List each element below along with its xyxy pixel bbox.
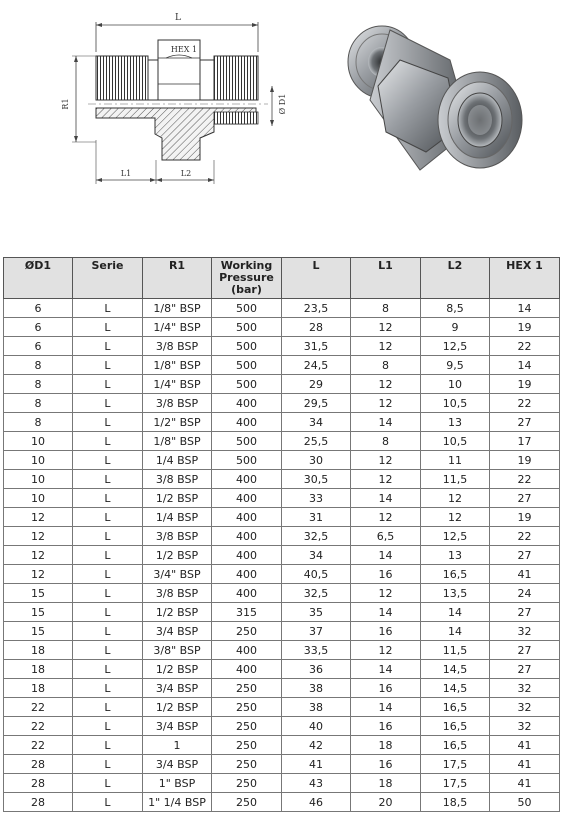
drawing-label-l: L <box>175 13 181 23</box>
cell-hex1: 27 <box>490 489 560 508</box>
cell-l: 24,5 <box>282 356 351 375</box>
cell-l2: 16,5 <box>421 717 490 736</box>
cell-l: 31 <box>282 508 351 527</box>
cell-l1: 14 <box>351 698 421 717</box>
cell-hex1: 27 <box>490 660 560 679</box>
cell-r1: 1/8" BSP <box>143 356 212 375</box>
table-row <box>4 318 560 337</box>
cell-l2: 12,5 <box>421 527 490 546</box>
cell-d1: 15 <box>4 622 73 641</box>
cell-r1: 3/4 BSP <box>143 622 212 641</box>
cell-l1: 14 <box>351 413 421 432</box>
cell-l: 38 <box>282 679 351 698</box>
dimensions-table <box>3 257 560 812</box>
cell-hex1: 14 <box>490 299 560 318</box>
table-row <box>4 337 560 356</box>
cell-hex1: 41 <box>490 736 560 755</box>
cell-l2: 18,5 <box>421 793 490 812</box>
cell-working-pressure: 250 <box>212 736 282 755</box>
cell-serie: L <box>73 660 143 679</box>
cell-l1: 16 <box>351 622 421 641</box>
header-r1: R1 <box>143 258 212 299</box>
cell-l: 32,5 <box>282 527 351 546</box>
cell-r1: 1/4" BSP <box>143 318 212 337</box>
cell-hex1: 19 <box>490 451 560 470</box>
cell-l: 36 <box>282 660 351 679</box>
cell-d1: 6 <box>4 337 73 356</box>
cell-serie: L <box>73 375 143 394</box>
cell-l1: 12 <box>351 375 421 394</box>
cell-d1: 22 <box>4 736 73 755</box>
technical-drawing <box>0 0 300 200</box>
cell-l1: 14 <box>351 660 421 679</box>
cell-serie: L <box>73 793 143 812</box>
cell-l2: 10,5 <box>421 432 490 451</box>
cell-hex1: 41 <box>490 565 560 584</box>
cell-working-pressure: 250 <box>212 755 282 774</box>
cell-l1: 6,5 <box>351 527 421 546</box>
cell-l: 40,5 <box>282 565 351 584</box>
cell-working-pressure: 500 <box>212 451 282 470</box>
cell-l: 33 <box>282 489 351 508</box>
cell-l1: 12 <box>351 451 421 470</box>
cell-l: 29,5 <box>282 394 351 413</box>
cell-l2: 17,5 <box>421 774 490 793</box>
cell-working-pressure: 250 <box>212 774 282 793</box>
cell-d1: 22 <box>4 717 73 736</box>
cell-d1: 12 <box>4 527 73 546</box>
cell-working-pressure: 500 <box>212 318 282 337</box>
product-figure <box>0 0 563 200</box>
cell-r1: 1/8" BSP <box>143 299 212 318</box>
cell-d1: 22 <box>4 698 73 717</box>
cell-d1: 10 <box>4 432 73 451</box>
cell-l1: 12 <box>351 394 421 413</box>
cell-l1: 18 <box>351 736 421 755</box>
cell-hex1: 32 <box>490 717 560 736</box>
cell-r1: 3/8 BSP <box>143 527 212 546</box>
cell-l1: 8 <box>351 299 421 318</box>
cell-l: 37 <box>282 622 351 641</box>
cell-working-pressure: 500 <box>212 375 282 394</box>
cell-working-pressure: 400 <box>212 413 282 432</box>
cell-hex1: 22 <box>490 394 560 413</box>
table-row <box>4 527 560 546</box>
cell-l1: 12 <box>351 470 421 489</box>
cell-r1: 1" 1/4 BSP <box>143 793 212 812</box>
cell-d1: 15 <box>4 584 73 603</box>
cell-l1: 12 <box>351 508 421 527</box>
table-row <box>4 755 560 774</box>
cell-l: 38 <box>282 698 351 717</box>
cell-serie: L <box>73 356 143 375</box>
cell-l2: 16,5 <box>421 565 490 584</box>
cell-l2: 16,5 <box>421 698 490 717</box>
cell-d1: 18 <box>4 679 73 698</box>
cell-r1: 3/8 BSP <box>143 470 212 489</box>
cell-hex1: 41 <box>490 774 560 793</box>
drawing-label-d1: Ø D1 <box>278 93 287 115</box>
cell-r1: 1/4 BSP <box>143 508 212 527</box>
table-row <box>4 413 560 432</box>
cell-serie: L <box>73 413 143 432</box>
cell-serie: L <box>73 698 143 717</box>
table-row <box>4 546 560 565</box>
cell-working-pressure: 500 <box>212 432 282 451</box>
cell-d1: 8 <box>4 375 73 394</box>
cell-l: 40 <box>282 717 351 736</box>
cell-l1: 12 <box>351 584 421 603</box>
cell-d1: 18 <box>4 660 73 679</box>
cell-hex1: 22 <box>490 337 560 356</box>
cell-r1: 1/2 BSP <box>143 698 212 717</box>
cell-serie: L <box>73 470 143 489</box>
table-row <box>4 641 560 660</box>
cell-serie: L <box>73 565 143 584</box>
cell-hex1: 27 <box>490 603 560 622</box>
cell-d1: 28 <box>4 774 73 793</box>
cell-hex1: 32 <box>490 679 560 698</box>
cell-r1: 3/8" BSP <box>143 641 212 660</box>
cell-l1: 12 <box>351 318 421 337</box>
cell-r1: 1/2 BSP <box>143 660 212 679</box>
cell-r1: 1/4 BSP <box>143 451 212 470</box>
cell-l: 43 <box>282 774 351 793</box>
cell-l2: 14 <box>421 622 490 641</box>
cell-r1: 1/2 BSP <box>143 489 212 508</box>
cell-serie: L <box>73 717 143 736</box>
cell-hex1: 27 <box>490 546 560 565</box>
cell-l1: 18 <box>351 774 421 793</box>
cell-r1: 1/4" BSP <box>143 375 212 394</box>
cell-r1: 3/8 BSP <box>143 394 212 413</box>
cell-l2: 11,5 <box>421 470 490 489</box>
cell-serie: L <box>73 736 143 755</box>
cell-l: 34 <box>282 413 351 432</box>
drawing-label-l2: L2 <box>180 169 192 178</box>
cell-d1: 8 <box>4 394 73 413</box>
cell-working-pressure: 400 <box>212 584 282 603</box>
cell-hex1: 14 <box>490 356 560 375</box>
table-row <box>4 508 560 527</box>
table-row <box>4 489 560 508</box>
cell-l: 42 <box>282 736 351 755</box>
header-l: L <box>282 258 351 299</box>
table-row <box>4 356 560 375</box>
header-serie: Serie <box>73 258 143 299</box>
table-header-row <box>4 258 560 299</box>
fitting-3d-image <box>330 20 530 180</box>
header-l2: L2 <box>421 258 490 299</box>
cell-hex1: 22 <box>490 470 560 489</box>
cell-d1: 12 <box>4 508 73 527</box>
cell-r1: 1/2 BSP <box>143 603 212 622</box>
dimensions-table-wrap <box>3 257 559 812</box>
cell-d1: 6 <box>4 318 73 337</box>
table-row <box>4 299 560 318</box>
cell-serie: L <box>73 584 143 603</box>
cell-l1: 8 <box>351 356 421 375</box>
drawing-label-l1: L1 <box>120 169 132 178</box>
cell-l2: 14,5 <box>421 679 490 698</box>
table-row <box>4 679 560 698</box>
cell-serie: L <box>73 641 143 660</box>
header-d1: ØD1 <box>4 258 73 299</box>
cell-working-pressure: 500 <box>212 356 282 375</box>
cell-l1: 8 <box>351 432 421 451</box>
cell-r1: 3/4" BSP <box>143 565 212 584</box>
cell-hex1: 19 <box>490 318 560 337</box>
cell-l1: 14 <box>351 489 421 508</box>
cell-d1: 8 <box>4 356 73 375</box>
cell-l1: 20 <box>351 793 421 812</box>
cell-l2: 16,5 <box>421 736 490 755</box>
cell-serie: L <box>73 755 143 774</box>
cell-l: 34 <box>282 546 351 565</box>
cell-serie: L <box>73 508 143 527</box>
cell-l1: 16 <box>351 755 421 774</box>
cell-working-pressure: 400 <box>212 527 282 546</box>
cell-d1: 10 <box>4 470 73 489</box>
cell-l: 33,5 <box>282 641 351 660</box>
cell-r1: 3/4 BSP <box>143 755 212 774</box>
cell-working-pressure: 400 <box>212 394 282 413</box>
cell-serie: L <box>73 774 143 793</box>
cell-l: 35 <box>282 603 351 622</box>
cell-l2: 13 <box>421 413 490 432</box>
cell-l2: 9 <box>421 318 490 337</box>
table-row <box>4 394 560 413</box>
cell-l: 23,5 <box>282 299 351 318</box>
cell-l2: 12 <box>421 489 490 508</box>
cell-working-pressure: 250 <box>212 698 282 717</box>
cell-l: 30,5 <box>282 470 351 489</box>
cell-l2: 11,5 <box>421 641 490 660</box>
cell-serie: L <box>73 546 143 565</box>
cell-l: 31,5 <box>282 337 351 356</box>
cell-serie: L <box>73 337 143 356</box>
cell-l2: 12 <box>421 508 490 527</box>
cell-serie: L <box>73 451 143 470</box>
cell-working-pressure: 250 <box>212 717 282 736</box>
cell-working-pressure: 500 <box>212 337 282 356</box>
cell-working-pressure: 400 <box>212 565 282 584</box>
cell-l1: 12 <box>351 337 421 356</box>
cell-hex1: 32 <box>490 698 560 717</box>
cell-d1: 6 <box>4 299 73 318</box>
cell-r1: 1" BSP <box>143 774 212 793</box>
cell-working-pressure: 250 <box>212 622 282 641</box>
cell-l: 32,5 <box>282 584 351 603</box>
cell-r1: 3/8 BSP <box>143 337 212 356</box>
cell-l: 30 <box>282 451 351 470</box>
cell-hex1: 19 <box>490 375 560 394</box>
cell-working-pressure: 400 <box>212 489 282 508</box>
cell-l2: 8,5 <box>421 299 490 318</box>
cell-l: 46 <box>282 793 351 812</box>
cell-r1: 1/2 BSP <box>143 546 212 565</box>
cell-working-pressure: 400 <box>212 546 282 565</box>
cell-hex1: 27 <box>490 641 560 660</box>
cell-d1: 28 <box>4 755 73 774</box>
cell-serie: L <box>73 679 143 698</box>
cell-r1: 1/8" BSP <box>143 432 212 451</box>
cell-l1: 14 <box>351 546 421 565</box>
cell-working-pressure: 400 <box>212 508 282 527</box>
cell-l: 28 <box>282 318 351 337</box>
cell-hex1: 19 <box>490 508 560 527</box>
table-row <box>4 660 560 679</box>
cell-hex1: 22 <box>490 527 560 546</box>
cell-hex1: 27 <box>490 413 560 432</box>
cell-hex1: 50 <box>490 793 560 812</box>
cell-serie: L <box>73 489 143 508</box>
cell-working-pressure: 400 <box>212 470 282 489</box>
cell-hex1: 41 <box>490 755 560 774</box>
cell-l2: 13 <box>421 546 490 565</box>
cell-l2: 10,5 <box>421 394 490 413</box>
cell-d1: 10 <box>4 489 73 508</box>
cell-l2: 13,5 <box>421 584 490 603</box>
header-l1: L1 <box>351 258 421 299</box>
table-row <box>4 736 560 755</box>
cell-d1: 28 <box>4 793 73 812</box>
cell-l1: 16 <box>351 717 421 736</box>
cell-serie: L <box>73 527 143 546</box>
cell-r1: 1 <box>143 736 212 755</box>
cell-serie: L <box>73 318 143 337</box>
cell-l2: 14 <box>421 603 490 622</box>
cell-r1: 3/4 BSP <box>143 717 212 736</box>
table-row <box>4 565 560 584</box>
cell-working-pressure: 500 <box>212 299 282 318</box>
drawing-label-r1: R1 <box>61 98 70 110</box>
cell-d1: 12 <box>4 565 73 584</box>
cell-l: 29 <box>282 375 351 394</box>
cell-hex1: 17 <box>490 432 560 451</box>
cell-r1: 3/4 BSP <box>143 679 212 698</box>
table-row <box>4 793 560 812</box>
cell-d1: 18 <box>4 641 73 660</box>
cell-hex1: 32 <box>490 622 560 641</box>
cell-serie: L <box>73 622 143 641</box>
cell-l2: 17,5 <box>421 755 490 774</box>
table-row <box>4 698 560 717</box>
cell-r1: 3/8 BSP <box>143 584 212 603</box>
table-row <box>4 432 560 451</box>
cell-l: 25,5 <box>282 432 351 451</box>
table-row <box>4 375 560 394</box>
cell-working-pressure: 400 <box>212 641 282 660</box>
cell-l2: 9,5 <box>421 356 490 375</box>
cell-l2: 12,5 <box>421 337 490 356</box>
table-row <box>4 584 560 603</box>
cell-l1: 16 <box>351 679 421 698</box>
table-row <box>4 622 560 641</box>
cell-l2: 14,5 <box>421 660 490 679</box>
cell-serie: L <box>73 299 143 318</box>
table-row <box>4 470 560 489</box>
cell-working-pressure: 250 <box>212 793 282 812</box>
cell-serie: L <box>73 603 143 622</box>
cell-serie: L <box>73 394 143 413</box>
cell-l1: 12 <box>351 641 421 660</box>
drawing-label-hex: HEX 1 <box>170 45 198 54</box>
table-row <box>4 603 560 622</box>
cell-working-pressure: 315 <box>212 603 282 622</box>
cell-d1: 10 <box>4 451 73 470</box>
cell-l: 41 <box>282 755 351 774</box>
table-row <box>4 451 560 470</box>
header-working-pressure: Working Pressure (bar) <box>212 258 282 299</box>
cell-working-pressure: 250 <box>212 679 282 698</box>
table-body <box>4 299 560 812</box>
header-hex1: HEX 1 <box>490 258 560 299</box>
cell-working-pressure: 400 <box>212 660 282 679</box>
table-row <box>4 774 560 793</box>
cell-serie: L <box>73 432 143 451</box>
cell-d1: 12 <box>4 546 73 565</box>
cell-r1: 1/2" BSP <box>143 413 212 432</box>
table-row <box>4 717 560 736</box>
cell-l2: 11 <box>421 451 490 470</box>
cell-l2: 10 <box>421 375 490 394</box>
cell-hex1: 24 <box>490 584 560 603</box>
cell-d1: 8 <box>4 413 73 432</box>
cell-l1: 16 <box>351 565 421 584</box>
cell-l1: 14 <box>351 603 421 622</box>
cell-d1: 15 <box>4 603 73 622</box>
